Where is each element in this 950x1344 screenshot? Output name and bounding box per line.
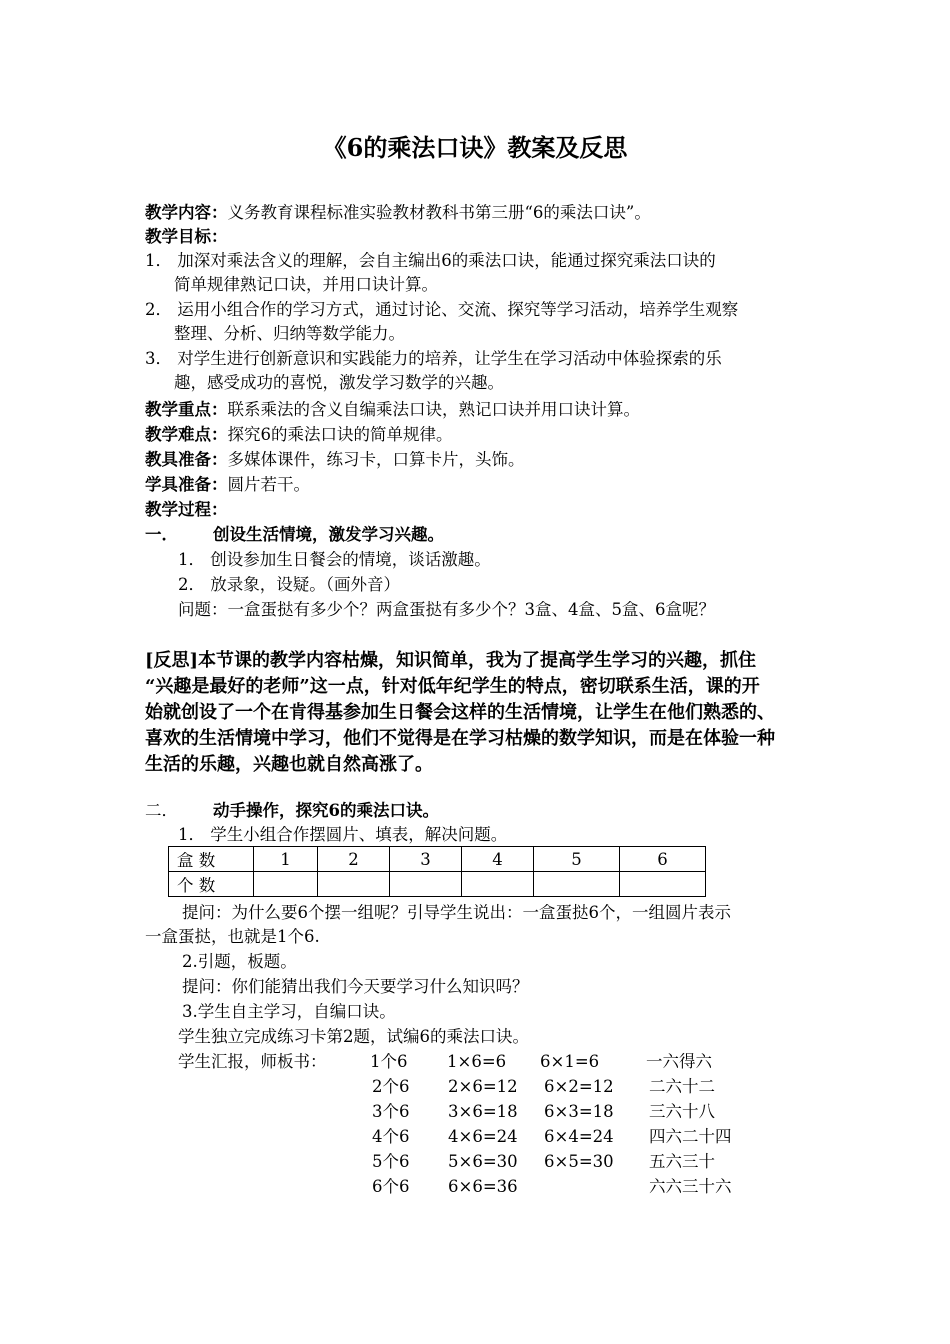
rhyme-text: 六六三十六 xyxy=(649,1177,732,1196)
table-cell xyxy=(254,872,318,897)
rhyme-text: 五六三十 xyxy=(649,1152,715,1171)
section-2-number: 二． xyxy=(145,801,178,820)
rhyme-text: 二六十二 xyxy=(649,1077,715,1096)
rhyme-formula-1: 1×6=6 xyxy=(447,1052,507,1071)
section-2-question-2: 提问：你们能猜出我们今天要学习什么知识吗？ xyxy=(182,977,529,996)
section-2-item-2: 2.引题，板题。 xyxy=(182,952,297,971)
rhyme-formula-2: 6×4=24 xyxy=(544,1127,614,1146)
tools-label: 教具准备： xyxy=(145,450,228,469)
report-label: 学生汇报，师板书： xyxy=(178,1052,327,1071)
rhyme-formula-1: 3×6=18 xyxy=(448,1102,518,1121)
teaching-content-label: 教学内容： xyxy=(145,203,228,222)
rhyme-formula-2: 6×2=12 xyxy=(544,1077,614,1096)
goal-1-line-1: 1． 加深对乘法含义的理解，会自主编出6的乘法口诀，能通过探究乘法口诀的 xyxy=(145,251,716,270)
table-cell xyxy=(620,872,706,897)
section-1-heading: 创设生活情境，激发学习兴趣。 xyxy=(213,525,444,544)
section-1-item-2: 2． 放录象，设疑。（画外音） xyxy=(178,575,400,594)
difficulty-label: 教学难点： xyxy=(145,425,228,444)
table-cell: 4 xyxy=(462,847,534,872)
table-cell xyxy=(534,872,620,897)
section-2-item-1: 1． 学生小组合作摆圆片、填表，解决问题。 xyxy=(178,825,508,844)
teaching-goals-label: 教学目标： xyxy=(145,227,228,246)
section-2-question-1-line-1: 提问：为什么要6个摆一组呢？引导学生说出：一盒蛋挞6个，一组圆片表示 xyxy=(182,903,731,922)
box-count-table xyxy=(168,846,706,897)
rhyme-groups: 4个6 xyxy=(372,1127,410,1146)
table-cell xyxy=(390,872,462,897)
table-cell: 1 xyxy=(254,847,318,872)
rhyme-formula-1: 5×6=30 xyxy=(448,1152,518,1171)
difficulty-text: 探究6的乘法口诀的简单规律。 xyxy=(227,425,453,444)
goal-2-line-1: 2． 运用小组合作的学习方式，通过讨论、交流、探究等学习活动，培养学生观察 xyxy=(145,300,739,319)
teaching-tools xyxy=(145,449,525,471)
section-2-heading: 动手操作，探究6的乘法口诀。 xyxy=(213,801,439,820)
table-header-boxes: 盒 数 xyxy=(169,847,254,872)
goal-1-line-2: 简单规律熟记口诀，并用口诀计算。 xyxy=(174,275,438,294)
goal-2-line-2: 整理、分析、归纳等数学能力。 xyxy=(174,324,405,343)
rhyme-formula-2: 6×3=18 xyxy=(544,1102,614,1121)
key-point-label: 教学重点： xyxy=(145,400,228,419)
rhyme-text: 一六得六 xyxy=(646,1052,712,1071)
table-cell xyxy=(462,872,534,897)
student-tools-label: 学具准备： xyxy=(145,475,228,494)
section-2-paragraph: 学生独立完成练习卡第2题，试编6的乘法口诀。 xyxy=(178,1027,529,1046)
table-header-count: 个 数 xyxy=(169,872,254,897)
teaching-key-point xyxy=(145,399,640,421)
rhyme-groups: 5个6 xyxy=(372,1152,410,1171)
rhyme-groups: 2个6 xyxy=(372,1077,410,1096)
table-cell: 6 xyxy=(620,847,706,872)
table-row xyxy=(169,847,706,872)
table-cell: 3 xyxy=(390,847,462,872)
document-title: 《6的乘法口诀》教案及反思 xyxy=(322,133,628,162)
section-1-number: 一． xyxy=(145,525,178,544)
tools-text: 多媒体课件，练习卡，口算卡片，头饰。 xyxy=(227,450,525,469)
goal-3-line-2: 趣，感受成功的喜悦，激发学习数学的兴趣。 xyxy=(174,373,504,392)
student-tools xyxy=(145,474,310,496)
rhyme-formula-1: 2×6=12 xyxy=(448,1077,518,1096)
teaching-process-label: 教学过程： xyxy=(145,500,228,519)
section-1-question: 问题：一盒蛋挞有多少个？两盒蛋挞有多少个？3盒、4盒、5盒、6盒呢？ xyxy=(178,600,715,619)
rhyme-text: 三六十八 xyxy=(649,1102,715,1121)
student-tools-text: 圆片若干。 xyxy=(227,475,310,494)
goal-3-line-1: 3． 对学生进行创新意识和实践能力的培养，让学生在学习活动中体验探索的乐 xyxy=(145,349,722,368)
table-cell xyxy=(318,872,390,897)
rhyme-formula-1: 4×6=24 xyxy=(448,1127,518,1146)
section-1-item-1: 1． 创设参加生日餐会的情境，谈话激趣。 xyxy=(178,550,491,569)
rhyme-groups: 6个6 xyxy=(372,1177,410,1196)
reflection-line-2: “兴趣是最好的老师”这一点，针对低年纪学生的特点，密切联系生活，课的开 xyxy=(145,676,760,697)
rhyme-formula-2: 6×1=6 xyxy=(540,1052,600,1071)
section-2-item-3: 3.学生自主学习，自编口诀。 xyxy=(182,1002,396,1021)
rhyme-groups: 3个6 xyxy=(372,1102,410,1121)
rhyme-formula-2: 6×5=30 xyxy=(544,1152,614,1171)
key-point-text: 联系乘法的含义自编乘法口诀，熟记口诀并用口诀计算。 xyxy=(227,400,640,419)
table-row xyxy=(169,872,706,897)
rhyme-text: 四六二十四 xyxy=(649,1127,732,1146)
table-cell: 5 xyxy=(534,847,620,872)
teaching-content xyxy=(145,202,651,224)
table-cell: 2 xyxy=(318,847,390,872)
reflection-line-4: 喜欢的生活情境中学习，他们不觉得是在学习枯燥的数学知识，而是在体验一种 xyxy=(145,728,775,749)
reflection-line-3: 始就创设了一个在肯得基参加生日餐会这样的生活情境，让学生在他们熟悉的、 xyxy=(145,702,775,723)
reflection-line-5: 生活的乐趣，兴趣也就自然高涨了。 xyxy=(145,754,433,775)
rhyme-formula-1: 6×6=36 xyxy=(448,1177,518,1196)
section-2-question-1-line-2: 一盒蛋挞，也就是1个6. xyxy=(145,927,320,946)
teaching-difficulty xyxy=(145,424,453,446)
rhyme-groups: 1个6 xyxy=(370,1052,408,1071)
reflection-line-1: [反思]本节课的教学内容枯燥，知识简单，我为了提高学生学习的兴趣，抓住 xyxy=(145,650,757,671)
teaching-content-text: 义务教育课程标准实验教材教科书第三册“6的乘法口诀”。 xyxy=(227,203,651,222)
